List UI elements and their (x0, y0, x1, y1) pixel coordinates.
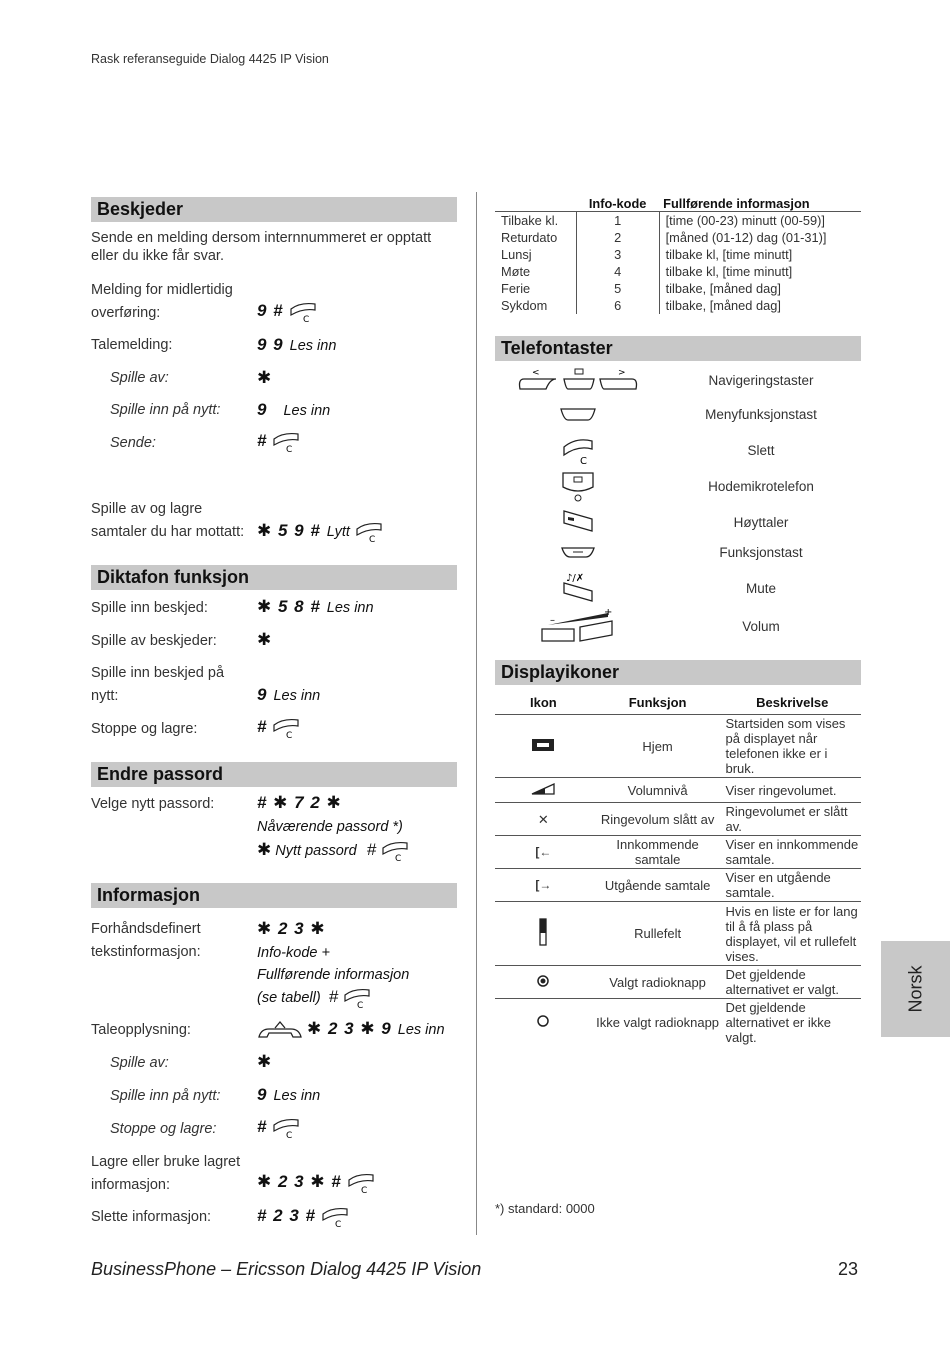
table-row: Valgt radioknapp Det gjeldende alternativet er valgt. (495, 966, 861, 999)
clear-key-icon (495, 432, 661, 468)
language-tab (881, 941, 950, 1037)
info-table-header (495, 195, 576, 212)
lagre-label: Spille av og lagre samtaler du har mottatt: (91, 501, 245, 540)
clear-key-icon (271, 1117, 301, 1139)
lagre-code: ✱ 5 9 # Lytt C (257, 520, 384, 543)
running-header: Rask referanseguide Dialog 4425 IP Vision (91, 52, 329, 66)
key-label: Høyttaler (733, 514, 789, 530)
table-row: Tilbake kl. 1 [time (00-23) minutt (00-59)] (495, 212, 861, 230)
table-row: Ferie 5 tilbake, [måned dag] (495, 280, 861, 297)
key-label: Funksjonstast (719, 544, 803, 560)
key-row-speaker (495, 504, 861, 540)
section-diktafon-title: Diktafon funksjon (91, 565, 457, 590)
section-passord-title: Endre passord (91, 762, 457, 787)
clear-key-icon (380, 840, 410, 862)
table-row: Returdato 2 [måned (01-12) dag (01-31)] (495, 229, 861, 246)
footnote: *) standard: 0000 (495, 1201, 595, 1216)
volume-keys-icon (495, 606, 661, 646)
svg-text:C: C (335, 1219, 343, 1228)
section-displayikoner-title: Displayikoner (495, 660, 861, 685)
clear-key-icon (320, 1206, 350, 1228)
table-row: Møte 4 tilbake kl, [time minutt] (495, 263, 861, 280)
section-telefontaster-title: Telefontaster (495, 336, 861, 361)
key-label: Menyfunksjonstast (705, 406, 817, 422)
svg-text:C: C (360, 1185, 369, 1194)
info-nytt-label: Spille inn på nytt: (110, 1088, 221, 1104)
key-row-menu (495, 396, 861, 432)
language-tab-label: Norsk (905, 965, 925, 1013)
mute-key-icon (495, 570, 661, 606)
key-row-volume (495, 606, 861, 646)
section-informasjon-title: Informasjon (91, 883, 457, 908)
info-tale-code: ✱ 2 3 ✱ 9 Les inn (257, 1018, 445, 1041)
display-icons-table (495, 690, 861, 1047)
melding-code: 9 # C (257, 300, 318, 323)
display-table-header: Ikon (495, 690, 592, 715)
key-row-navigation (495, 362, 861, 398)
key-label: Navigeringstaster (708, 372, 814, 388)
diktafon-inn-code: ✱ 5 8 # Les inn (257, 597, 374, 616)
svg-text:C: C (580, 456, 587, 465)
table-row: Ikke valgt radioknapp Det gjeldende alternativet er ikke valgt. (495, 999, 861, 1047)
radio-unselected-icon (536, 1016, 550, 1031)
svg-text:C: C (368, 534, 377, 543)
table-row: [← Innkommende samtale Viser en innkommende samtale. (495, 836, 861, 869)
clear-key-icon (271, 717, 301, 739)
spille-av-code: ✱ (257, 368, 273, 387)
function-key-icon (495, 536, 661, 568)
diktafon-av-code: ✱ (257, 630, 273, 649)
forh-line4: (se tabell) # C (257, 986, 372, 1009)
svg-text:C: C (286, 730, 294, 739)
passord-current: Nåværende passord *) (257, 819, 403, 835)
key-row-clear (495, 432, 861, 468)
key-row-mute (495, 570, 861, 606)
table-row: Rullefelt Hvis en liste er for lang til å få plass på displayet, vil et rullefelt vises. (495, 902, 861, 966)
handset-icon (257, 1019, 303, 1041)
headset-key-icon (495, 468, 661, 504)
forh-line3: Fullførende informasjon (257, 967, 410, 983)
passord-new: ✱ Nytt passord # C (257, 839, 410, 862)
sende-label: Sende: (110, 435, 156, 451)
info-slette-label: Slette informasjon: (91, 1209, 212, 1225)
svg-text:C: C (286, 1130, 294, 1139)
info-tale-label: Taleopplysning: (91, 1022, 191, 1038)
radio-selected-icon (536, 976, 550, 991)
svg-text:C: C (302, 314, 310, 323)
key-label: Hodemikrotelefon (708, 478, 814, 494)
spille-inn-label: Spille inn på nytt: (110, 402, 221, 418)
svg-text:>: > (618, 368, 626, 378)
incoming-call-icon: [← (535, 845, 552, 859)
spille-av-label: Spille av: (110, 370, 169, 386)
table-row: Sykdom 6 tilbake, [måned dag] (495, 297, 861, 314)
spille-inn-code: 9 Les inn (257, 400, 331, 419)
forh-code: ✱ 2 3 ✱ (257, 919, 326, 938)
forh-line2: Info-kode + (257, 945, 330, 961)
clear-key-icon (271, 431, 301, 453)
key-label: Slett (747, 442, 775, 458)
info-av-label: Spille av: (110, 1055, 169, 1071)
diktafon-av-label: Spille av beskjeder: (91, 633, 217, 649)
diktafon-nytt-code: 9 Les inn (257, 685, 321, 704)
info-table-header: Fullførende informasjon (659, 195, 861, 212)
table-row: ✕ Ringevolum slått av Ringevolumet er slått av. (495, 803, 861, 836)
menu-key-icon (495, 396, 661, 432)
footer-title: BusinessPhone – Ericsson Dialog 4425 IP Vision (91, 1259, 482, 1279)
svg-text:<: < (532, 368, 540, 378)
table-row: Hjem Startsiden som vises på displayet når telefonen ikke er i bruk. (495, 715, 861, 778)
talemelding-label: Talemelding: (91, 337, 173, 353)
scrollbar-icon (538, 934, 548, 949)
display-table-header: Beskrivelse (724, 690, 862, 715)
passord-code: # ✱ 7 2 ✱ (257, 793, 342, 812)
diktafon-inn-label: Spille inn beskjed: (91, 600, 208, 616)
svg-text:–: – (550, 615, 555, 626)
svg-text:+: + (604, 609, 613, 618)
clear-key-icon (288, 301, 318, 323)
page-number: 23 (838, 1259, 859, 1279)
key-row-headset (495, 468, 861, 504)
volume-level-icon (531, 783, 555, 798)
info-table-header: Info-kode (576, 195, 659, 212)
key-label: Mute (745, 580, 776, 596)
ring-off-icon: ✕ (537, 811, 549, 827)
table-row: Lunsj 3 tilbake kl, [time minutt] (495, 246, 861, 263)
key-label: Volum (742, 618, 780, 634)
info-lagre-label: Lagre eller bruke lagret informasjon: (91, 1154, 241, 1193)
info-lagre-code: ✱ 2 3 ✱ # C (257, 1171, 376, 1194)
svg-text:C: C (357, 1001, 364, 1010)
forh-label: Forhåndsdefinert tekstinformasjon: (91, 921, 201, 960)
home-icon (531, 740, 555, 755)
info-stopp-label: Stoppe og lagre: (110, 1121, 217, 1137)
clear-key-icon (342, 987, 372, 1009)
svg-text:C: C (395, 854, 402, 863)
info-av-code: ✱ (257, 1052, 273, 1071)
diktafon-nytt-label: Spille inn beskjed på nytt: (91, 665, 225, 704)
key-row-function (495, 536, 861, 568)
info-code-table (495, 195, 861, 314)
sende-code: # C (257, 430, 301, 453)
passord-label: Velge nytt passord: (91, 796, 215, 812)
info-stopp-code: # C (257, 1116, 301, 1139)
melding-label: Melding for midlertidig overføring: (91, 282, 233, 321)
table-row: [→ Utgående samtale Viser en utgående samtale. (495, 869, 861, 902)
table-row: Volumnivå Viser ringevolumet. (495, 778, 861, 803)
diktafon-stopp-code: # C (257, 716, 301, 739)
section-beskjeder-title: Beskjeder (91, 197, 457, 222)
speaker-key-icon (495, 504, 661, 540)
column-divider (476, 192, 477, 1235)
info-nytt-code: 9 Les inn (257, 1085, 321, 1104)
beskjeder-intro: Sende en melding dersom internnummeret er opptatt eller du ikke får svar. (91, 230, 432, 264)
svg-text:C: C (286, 444, 294, 453)
info-slette-code: # 2 3 # C (257, 1205, 350, 1228)
display-table-header: Funksjon (592, 690, 724, 715)
clear-key-icon (346, 1172, 376, 1194)
diktafon-stopp-label: Stoppe og lagre: (91, 721, 198, 737)
outgoing-call-icon: [→ (535, 878, 552, 892)
clear-key-icon (354, 521, 384, 543)
svg-text:♪/✗: ♪/✗ (566, 573, 585, 584)
talemelding-code: 9 9 Les inn (257, 335, 337, 354)
navigation-keys-icon (495, 362, 661, 398)
